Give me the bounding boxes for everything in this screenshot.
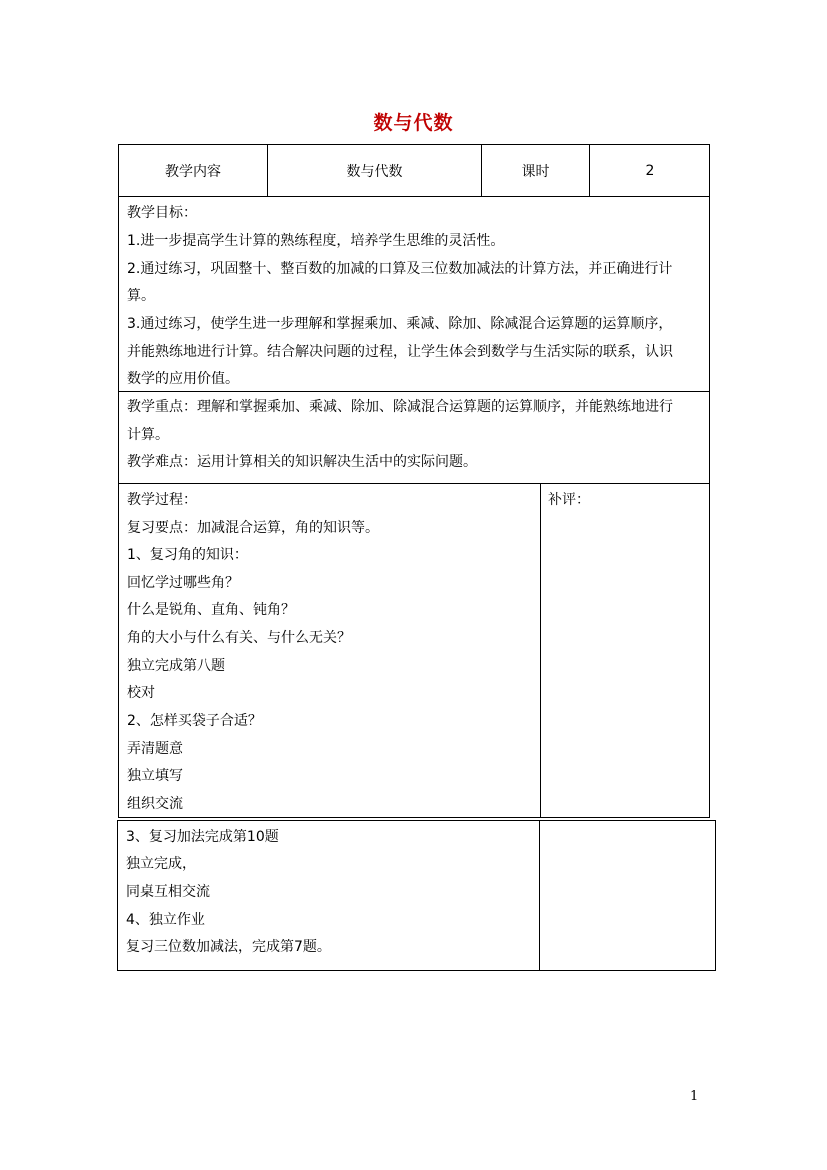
document-title: 数与代数 — [373, 112, 454, 134]
process-line: 组织交流 — [127, 796, 183, 812]
key-point-line: 计算。 — [127, 427, 169, 443]
process-line: 3、复习加法完成第10题 — [126, 829, 279, 845]
comment-label: 补评： — [548, 492, 590, 508]
period-value: 2 — [645, 162, 655, 179]
process-line: 复习要点：加减混合运算，角的知识等。 — [127, 520, 379, 536]
objective-line: 并能熟练地进行计算。结合解决问题的过程，让学生体会到数学与生活实际的联系，认识 — [127, 344, 673, 360]
process-line: 2、怎样买袋子合适？ — [127, 713, 262, 729]
objectives-heading: 教学目标： — [127, 205, 197, 221]
period-label: 课时 — [521, 163, 550, 180]
process-line: 独立完成第八题 — [127, 658, 225, 674]
objective-line: 2.通过练习，巩固整十、整百数的加减的口算及三位数加减法的计算方法，并正确进行计 — [127, 261, 673, 277]
process-line: 复习三位数加减法，完成第7题。 — [126, 939, 331, 955]
process-line: 4、独立作业 — [126, 912, 205, 928]
process-line: 独立完成， — [126, 856, 196, 872]
objective-line: 1.进一步提高学生计算的熟练程度，培养学生思维的灵活性。 — [127, 233, 505, 249]
content-label: 教学内容 — [165, 163, 221, 180]
process-line: 校对 — [127, 685, 155, 701]
process-line: 弄清题意 — [127, 741, 183, 757]
row-divider — [119, 483, 709, 484]
content-value: 数与代数 — [346, 163, 403, 180]
process-line: 回忆学过哪些角？ — [127, 575, 239, 591]
row-divider — [119, 391, 709, 392]
process-line: 独立填写 — [127, 768, 183, 784]
difficulty-line: 教学难点：运用计算相关的知识解决生活中的实际问题。 — [127, 454, 477, 470]
row-divider — [119, 196, 709, 197]
process-line: 角的大小与什么有关、与什么无关？ — [127, 630, 351, 646]
key-point-line: 教学重点：理解和掌握乘加、乘减、除加、除减混合运算题的运算顺序，并能熟练地进行 — [127, 399, 673, 415]
process-line: 什么是锐角、直角、钝角？ — [127, 602, 295, 618]
process-line: 1、复习角的知识： — [127, 547, 248, 563]
page-number: 1 — [690, 1089, 699, 1104]
lesson-plan-table — [118, 144, 710, 818]
objective-line: 3.通过练习，使学生进一步理解和掌握乘加、乘减、除加、除减混合运算题的运算顺序， — [127, 316, 673, 332]
objective-line: 数学的应用价值。 — [127, 371, 239, 387]
column-divider — [540, 484, 541, 818]
process-line: 同桌互相交流 — [126, 884, 210, 900]
column-divider — [539, 821, 540, 970]
continuation-table — [117, 820, 716, 971]
process-heading: 教学过程： — [127, 492, 197, 508]
objective-line: 算。 — [127, 288, 155, 304]
